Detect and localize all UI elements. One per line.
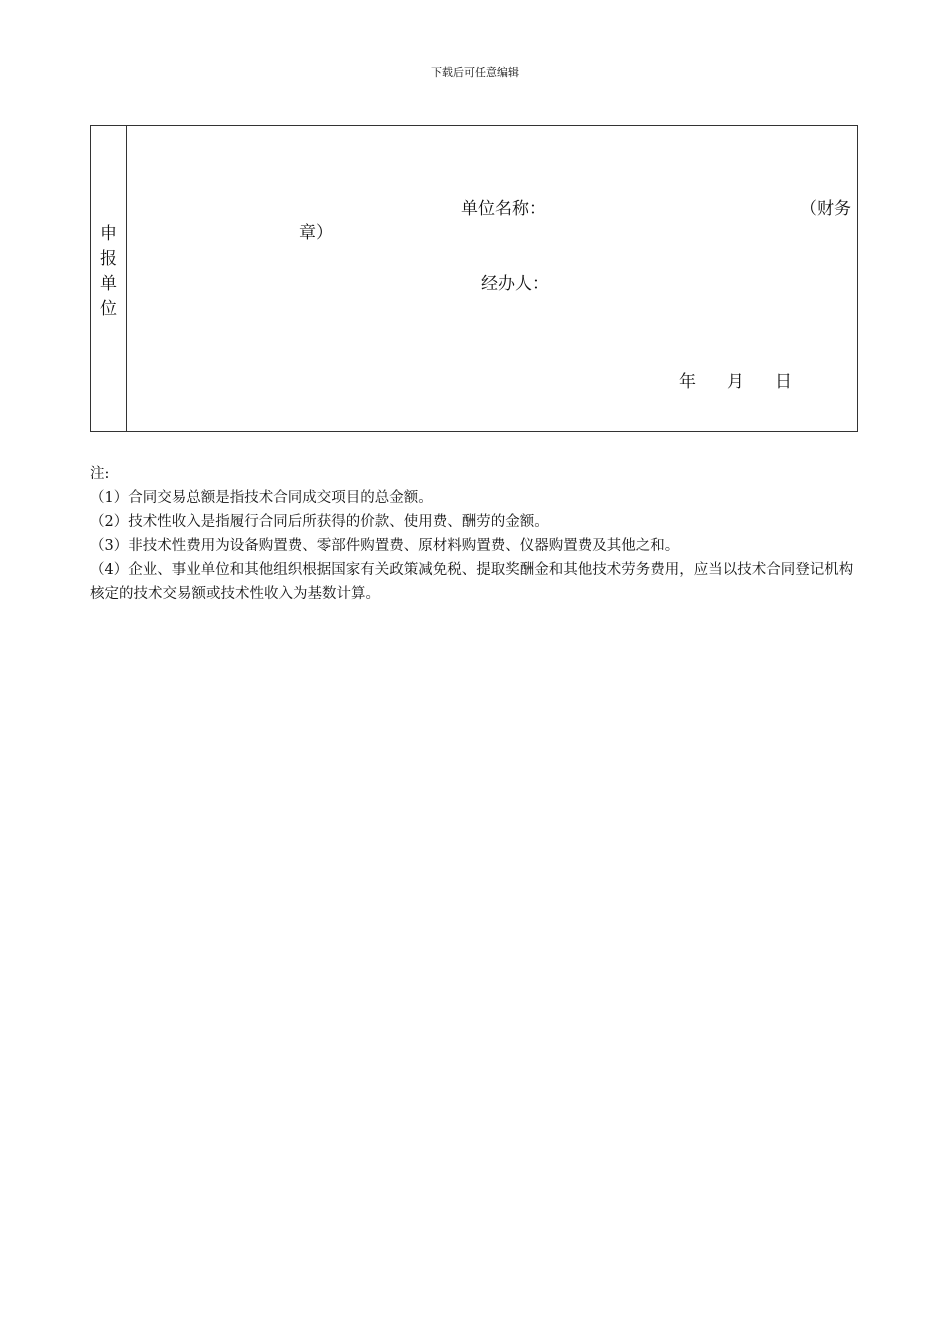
notes-title: 注: <box>90 466 110 482</box>
notes-section <box>90 462 860 606</box>
note-item: （4）企业、事业单位和其他组织根据国家有关政策减免税、提取奖酬金和其他技术劳务费用，应当以技术合同登记机构核定的技术交易额或技术性收入为基数计算。 <box>90 562 854 602</box>
finance-seal-label-end: 章） <box>299 223 333 243</box>
note-item: （1）合同交易总额是指技术合同成交项目的总金额。 <box>90 490 433 506</box>
side-label-char: 申 <box>100 224 117 244</box>
date-day-label: 日 <box>775 372 792 392</box>
side-label-char: 单 <box>100 274 117 294</box>
side-label-char: 位 <box>100 299 117 319</box>
side-label-column <box>91 126 127 431</box>
handler-label: 经办人： <box>481 274 549 294</box>
unit-name-label: 单位名称： <box>461 199 546 219</box>
side-label-char: 报 <box>100 249 117 269</box>
applicant-table <box>90 125 858 432</box>
note-item: （3）非技术性费用为设备购置费、零部件购置费、原材料购置费、仪器购置费及其他之和。 <box>90 538 680 554</box>
side-label <box>91 222 126 322</box>
date-year-label: 年 <box>679 372 696 392</box>
date-month-label: 月 <box>727 372 744 392</box>
header-note: 下载后可任意编辑 <box>431 66 519 79</box>
note-item: （2）技术性收入是指履行合同后所获得的价款、使用费、酬劳的金额。 <box>90 514 549 530</box>
finance-seal-label-start: （财务 <box>800 199 851 219</box>
